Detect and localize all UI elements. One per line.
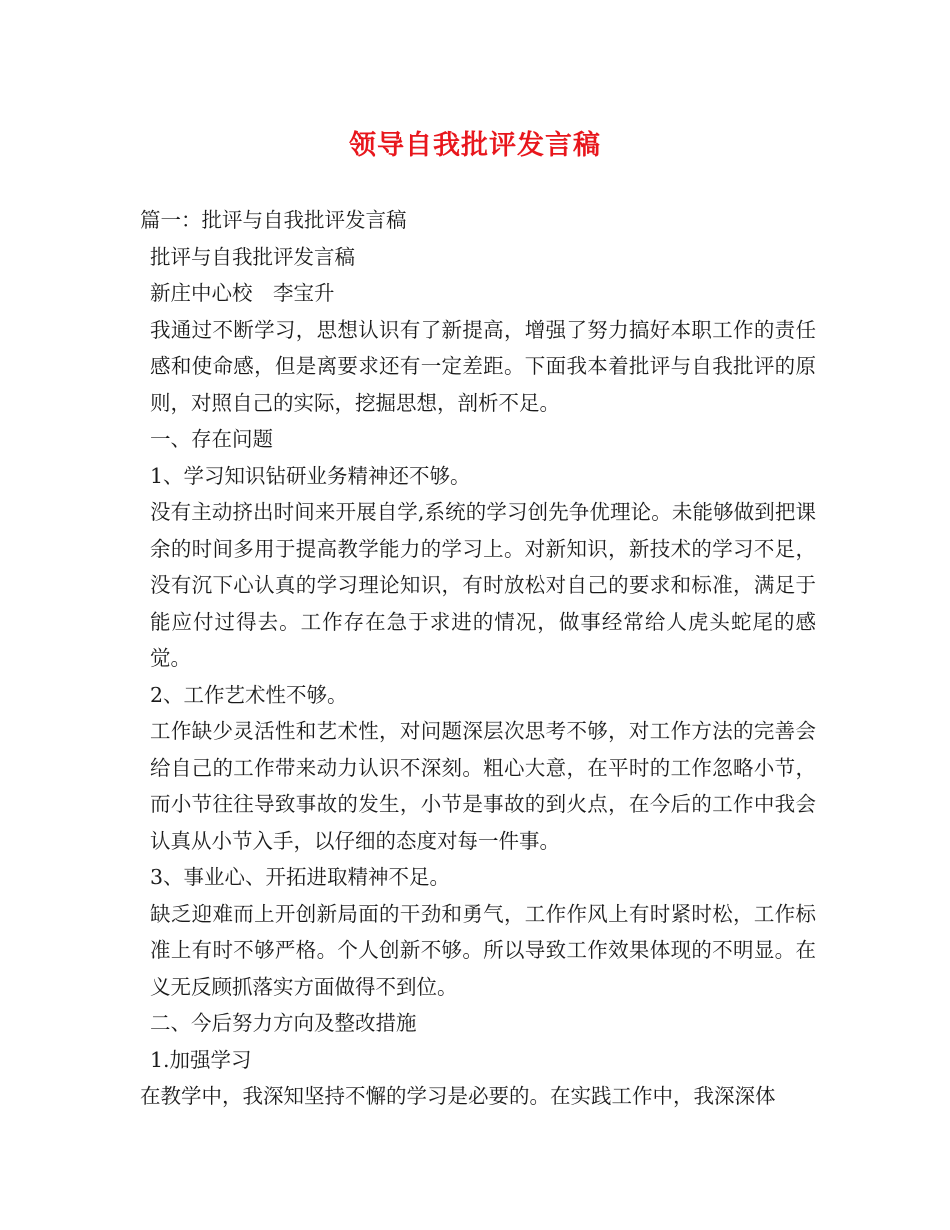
document-body: [140, 202, 816, 1115]
author-line: 新庄中心校 李宝升: [150, 281, 335, 305]
section-heading: 二、今后努力方向及整改措施: [150, 1011, 417, 1035]
item-heading: 1.加强学习: [150, 1047, 252, 1072]
body-paragraph: 缺乏迎难而上开创新局面的干劲和勇气，工作作风上有时紧时松，工作标准上有时不够严格。个人创新不够。所以导致工作效果体现的不明显。在义无反顾抓落实方面做得不到位。: [150, 901, 816, 999]
section-heading: 篇一：批评与自我批评发言稿: [140, 208, 407, 232]
body-paragraph: 在教学中，我深知坚持不懈的学习是必要的。在实践工作中，我深深体: [140, 1084, 776, 1108]
item-heading: 1、学习知识钻研业务精神还不够。: [150, 463, 471, 488]
item-heading: 2、工作艺术性不够。: [150, 682, 348, 707]
body-paragraph: 没有主动挤出时间来开展自学,系统的学习创先争优理论。未能够做到把课余的时间多用于提高教学能力的学习上。对新知识，新技术的学习不足，没有沉下心认真的学习理论知识，有时放松对自己的要求和标准，满足于能应付过得去。工作存在急于求进的情况，做事经常给人虎头蛇尾的感觉。: [150, 500, 816, 670]
subtitle: 批评与自我批评发言稿: [150, 244, 355, 269]
section-heading: 一、存在问题: [150, 427, 273, 451]
document-title: 领导自我批评发言稿: [349, 130, 601, 161]
body-paragraph: 工作缺少灵活性和艺术性，对问题深层次思考不够，对工作方法的完善会给自己的工作带来动力认识不深刻。粗心大意，在平时的工作忽略小节，而小节往往导致事故的发生，小节是事故的到火点，在今后的工作中我会认真从小节入手，以仔细的态度对每一件事。: [150, 719, 816, 853]
body-paragraph: 我通过不断学习，思想认识有了新提高，增强了努力搞好本职工作的责任感和使命感，但是离要求还有一定差距。下面我本着批评与自我批评的原则，对照自己的实际，挖掘思想，剖析不足。: [150, 317, 816, 415]
item-heading: 3、事业心、开拓进取精神不足。: [150, 865, 451, 889]
